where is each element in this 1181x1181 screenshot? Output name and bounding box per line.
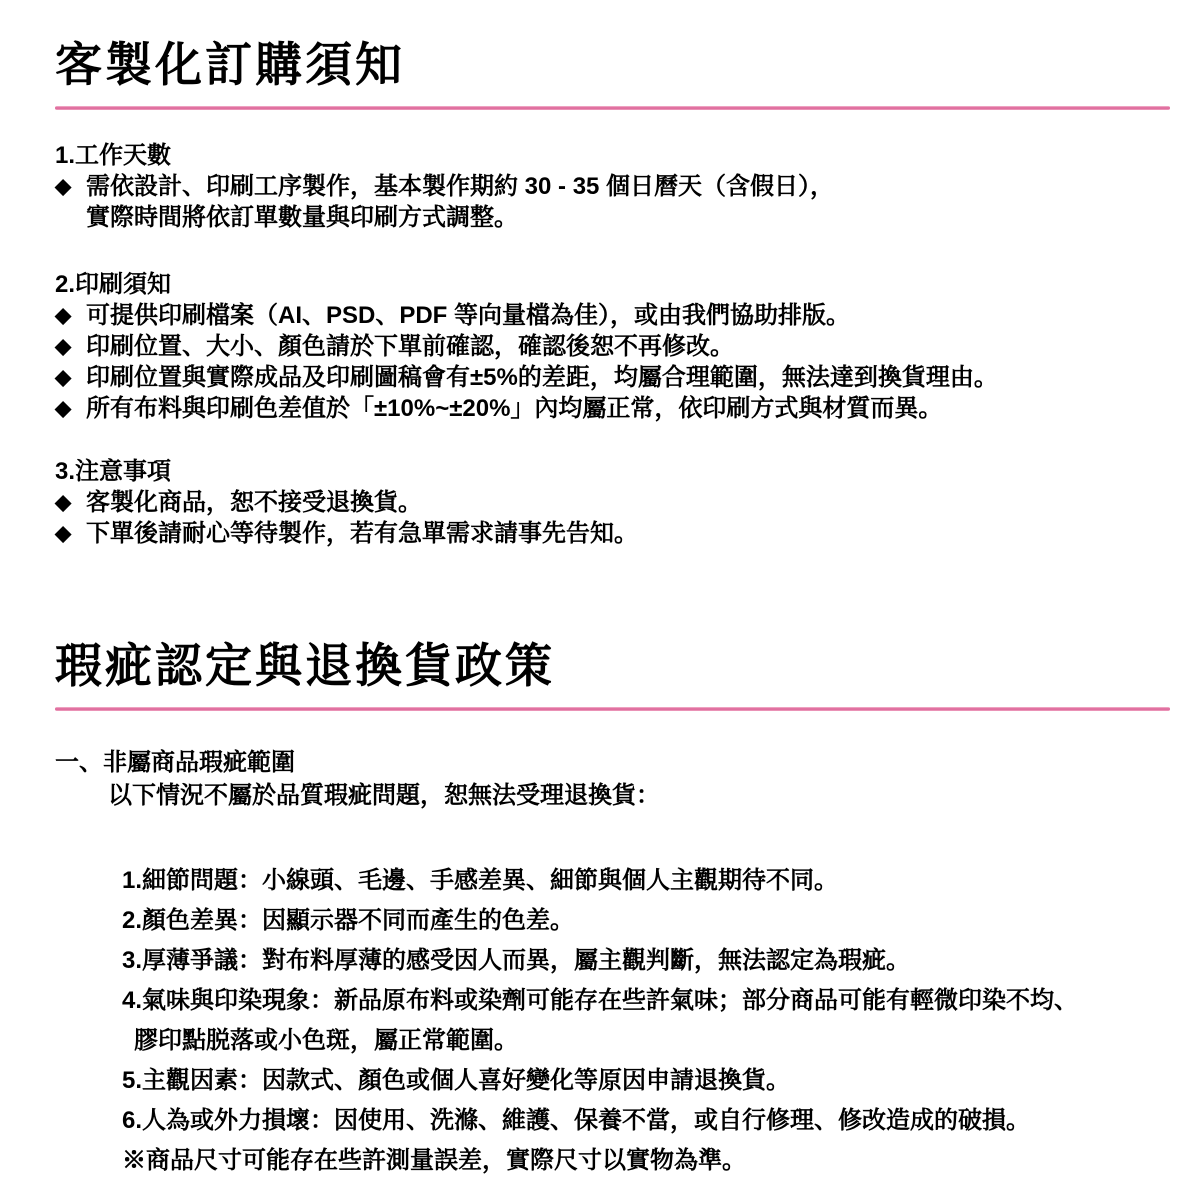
bullet-text: [86, 331, 1170, 362]
bullet-line: 所有布料與印刷色差值於「±10%~±20%」內均屬正常，依印刷方式與材質而異。: [86, 395, 943, 422]
bullet-text: [86, 171, 1170, 233]
bullet-text: [86, 393, 1170, 424]
policy-item: [122, 901, 1170, 941]
policy-item: [122, 1101, 1170, 1141]
bullet-text: [86, 487, 1170, 518]
bullet-line: 印刷位置、大小、顏色請於下單前確認，確認後恕不再修改。: [86, 333, 734, 360]
bullet-text: [86, 518, 1170, 549]
diamond-bullet-icon: ◆: [55, 522, 72, 545]
defect-policy-body: [55, 747, 1170, 1181]
bullet-text: [86, 300, 1170, 331]
bullet-line: 需依設計、印刷工序製作，基本製作期約 30 - 35 個日曆天（含假日），: [86, 173, 835, 200]
bullet-item: [55, 300, 1170, 331]
policy-section-heading: 一、非屬商品瑕疵範圍: [55, 749, 295, 776]
policy-line: 5.主觀因素：因款式、顏色或個人喜好變化等原因申請退換貨。: [122, 1067, 791, 1094]
diamond-bullet-icon: ◆: [55, 175, 72, 198]
bullet-line: 客製化商品，恕不接受退換貨。: [86, 489, 422, 516]
section-printing-notes: [55, 269, 1170, 424]
policy-line: 2.顏色差異：因顯示器不同而產生的色差。: [122, 907, 575, 934]
bullet-line: 下單後請耐心等待製作，若有急單需求請事先告知。: [86, 520, 638, 547]
policy-intro: 以下情況不屬於品質瑕疵問題，恕無法受理退換貨：: [108, 782, 660, 809]
diamond-bullet-icon: ◆: [55, 366, 72, 389]
section-work-days: [55, 140, 1170, 233]
bullet-line: 實際時間將依訂單數量與印刷方式調整。: [86, 204, 518, 231]
section-attention-items: [55, 456, 1170, 549]
diamond-bullet-icon: ◆: [55, 397, 72, 420]
defect-policy-header: [55, 639, 1170, 711]
section-heading: 2.印刷須知: [55, 271, 172, 298]
bullet-text: [86, 362, 1170, 393]
policy-item: [122, 981, 1170, 1061]
policy-line: 4.氣味與印染現象：新品原布料或染劑可能存在些許氣味；部分商品可能有輕微印染不均、: [122, 987, 1079, 1014]
bullet-line: 可提供印刷檔案（AI、PSD、PDF 等向量檔為佳），或由我們協助排版。: [86, 302, 851, 329]
policy-item-list: [122, 861, 1170, 1181]
bullet-item: [55, 487, 1170, 518]
diamond-bullet-icon: ◆: [55, 335, 72, 358]
diamond-bullet-icon: ◆: [55, 491, 72, 514]
policy-item: [122, 1061, 1170, 1101]
policy-line: 6.人為或外力損壞：因使用、洗滌、維護、保養不當，或自行修理、修改造成的破損。: [122, 1107, 1031, 1134]
section-heading: 1.工作天數: [55, 142, 172, 169]
title-divider-line: [55, 106, 1170, 110]
policy-item: [122, 941, 1170, 981]
policy-note: [122, 1141, 1170, 1181]
section-heading: 3.注意事項: [55, 458, 172, 485]
bullet-item: [55, 331, 1170, 362]
custom-order-title: 客製化訂購須知: [55, 38, 405, 91]
bullet-item: [55, 362, 1170, 393]
defect-policy-title: 瑕疵認定與退換貨政策: [55, 639, 555, 692]
policy-line-continuation: 膠印點脱落或小色斑，屬正常範圍。: [134, 1027, 518, 1054]
policy-line: ※商品尺寸可能存在些許測量誤差，實際尺寸以實物為準。: [122, 1147, 746, 1174]
diamond-bullet-icon: ◆: [55, 304, 72, 327]
policy-item: [122, 861, 1170, 901]
bullet-item: [55, 518, 1170, 549]
bullet-item: [55, 171, 1170, 233]
bullet-item: [55, 393, 1170, 424]
bullet-line: 印刷位置與實際成品及印刷圖稿會有±5%的差距，均屬合理範圍，無法達到換貨理由。: [86, 364, 998, 391]
custom-order-sections: [55, 140, 1170, 549]
policy-line: 1.細節問題：小線頭、毛邊、手感差異、細節與個人主觀期待不同。: [122, 867, 839, 894]
policy-line: 3.厚薄爭議：對布料厚薄的感受因人而異，屬主觀判斷，無法認定為瑕疵。: [122, 947, 911, 974]
title-divider-line: [55, 707, 1170, 711]
